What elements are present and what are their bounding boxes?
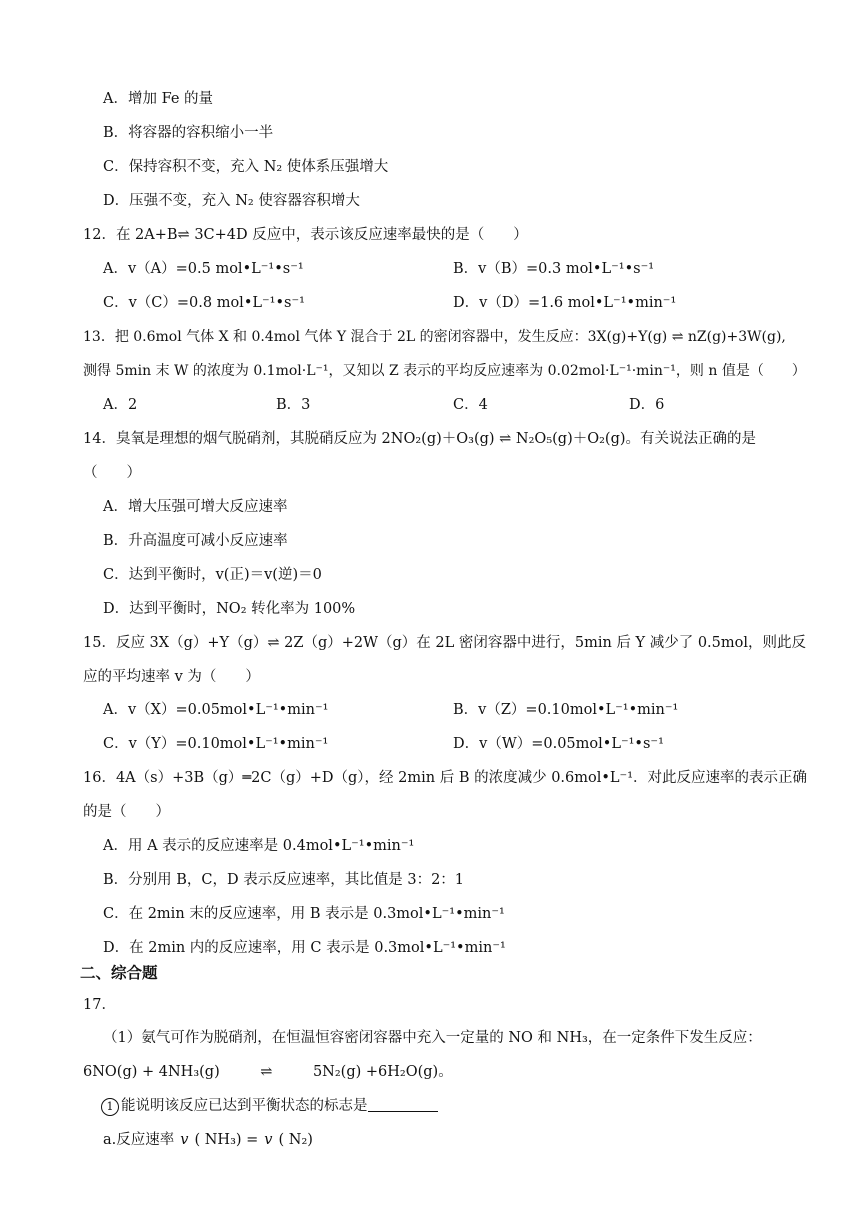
q14-option-a: A．增大压强可增大反应速率 [103, 499, 288, 515]
q13-option-a: A．2 [103, 397, 138, 413]
q14-option-d: D．达到平衡时，NO₂ 转化率为 100% [103, 601, 356, 617]
rate-symbol-2: v [264, 1132, 273, 1148]
rate-symbol-1: v [180, 1132, 189, 1148]
q15-stem-line1: 15．反应 3X（g）+Y（g）⇌ 2Z（g）+2W（g）在 2L 密闭容器中进行，5min 后 Y 减少了 0.5mol，则此反 [83, 635, 807, 651]
q14-option-c: C．达到平衡时，v(正)＝v(逆)＝0 [103, 567, 322, 583]
q17-option-a [103, 1130, 313, 1150]
equation-right: 5N₂(g) +6H₂O(g)。 [312, 1064, 453, 1080]
q16-stem-line2: 的是（ ） [83, 804, 170, 820]
q16-option-c: C．在 2min 末的反应速率，用 B 表示是 0.3mol•L⁻¹•min⁻¹ [103, 906, 505, 922]
q15-option-d: D．v（W）=0.05mol•L⁻¹•s⁻¹ [453, 736, 664, 752]
q13-option-b: B．3 [276, 397, 311, 413]
q11-option-a: A．增加 Fe 的量 [103, 91, 214, 107]
q14-stem-line1: 14．臭氧是理想的烟气脱硝剂，其脱硝反应为 2NO₂(g)＋O₃(g) ⇌ N₂O₅(g)＋O₂(g)。有关说法正确的是 [83, 431, 757, 447]
option-a-mid: ( NH₃) = [194, 1132, 259, 1148]
q12-stem: 12．在 2A+B⇌ 3C+4D 反应中，表示该反应速率最快的是（ ） [83, 227, 528, 243]
answer-blank[interactable] [368, 1097, 438, 1112]
q17-equation [83, 1062, 453, 1082]
q12-option-a: A．v（A）=0.5 mol•L⁻¹•s⁻¹ [103, 261, 304, 277]
option-a-end: ( N₂) [278, 1132, 313, 1148]
q16-stem-line1: 16．4A（s）+3B（g）═2C（g）+D（g），经 2min 后 B 的浓度减少 0.6mol•L⁻¹．对此反应速率的表示正确 [83, 770, 808, 786]
q17-part1-line1: （1）氨气可作为脱硝剂，在恒温恒容密闭容器中充入一定量的 NO 和 NH₃，在一定条件下发生反应： [103, 1030, 762, 1046]
circled-number-icon: 1 [101, 1098, 119, 1116]
option-a-prefix: a.反应速率 [103, 1132, 175, 1148]
q14-stem-line2: （ ） [83, 465, 141, 481]
q15-option-c: C．v（Y）=0.10mol•L⁻¹•min⁻¹ [103, 736, 329, 752]
q13-option-c: C．4 [453, 397, 488, 413]
equilibrium-arrow-icon: ⇌ [260, 1064, 273, 1080]
q15-option-a: A．v（X）=0.05mol•L⁻¹•min⁻¹ [103, 702, 329, 718]
q17-number: 17． [83, 997, 116, 1013]
equation-left: 6NO(g) + 4NH₃(g) [83, 1064, 220, 1080]
q17-sub1 [101, 1096, 438, 1116]
section-heading: 二、综合题 [80, 964, 158, 982]
q15-stem-line2: 应的平均速率 v 为（ ） [83, 669, 260, 685]
q13-option-d: D．6 [629, 397, 665, 413]
q16-option-d: D．在 2min 内的反应速率，用 C 表示是 0.3mol•L⁻¹•min⁻¹ [103, 940, 506, 956]
q11-option-d: D．压强不变，充入 N₂ 使容器容积增大 [103, 193, 360, 209]
sub1-text: 能说明该反应已达到平衡状态的标志是 [121, 1098, 368, 1114]
q13-stem-line2: 测得 5min 末 W 的浓度为 0.1mol·L⁻¹，又知以 Z 表示的平均反应速率为 0.02mol·L⁻¹·min⁻¹，则 n 值是（ ） [83, 363, 806, 379]
q16-option-a: A．用 A 表示的反应速率是 0.4mol•L⁻¹•min⁻¹ [103, 838, 415, 854]
q16-option-b: B．分别用 B，C，D 表示反应速率，其比值是 3：2：1 [103, 872, 465, 888]
q14-option-b: B．升高温度可减小反应速率 [103, 533, 288, 549]
q12-option-d: D．v（D）=1.6 mol•L⁻¹•min⁻¹ [453, 295, 677, 311]
q13-stem-line1: 13．把 0.6mol 气体 X 和 0.4mol 气体 Y 混合于 2L 的密闭容器中，发生反应：3X(g)+Y(g) ⇌ nZ(g)+3W(g), [83, 329, 786, 345]
q15-option-b: B．v（Z）=0.10mol•L⁻¹•min⁻¹ [453, 702, 679, 718]
q11-option-c: C．保持容积不变，充入 N₂ 使体系压强增大 [103, 159, 389, 175]
q11-option-b: B．将容器的容积缩小一半 [103, 125, 274, 141]
q12-option-c: C．v（C）=0.8 mol•L⁻¹•s⁻¹ [103, 295, 305, 311]
q12-option-b: B．v（B）=0.3 mol•L⁻¹•s⁻¹ [453, 261, 655, 277]
